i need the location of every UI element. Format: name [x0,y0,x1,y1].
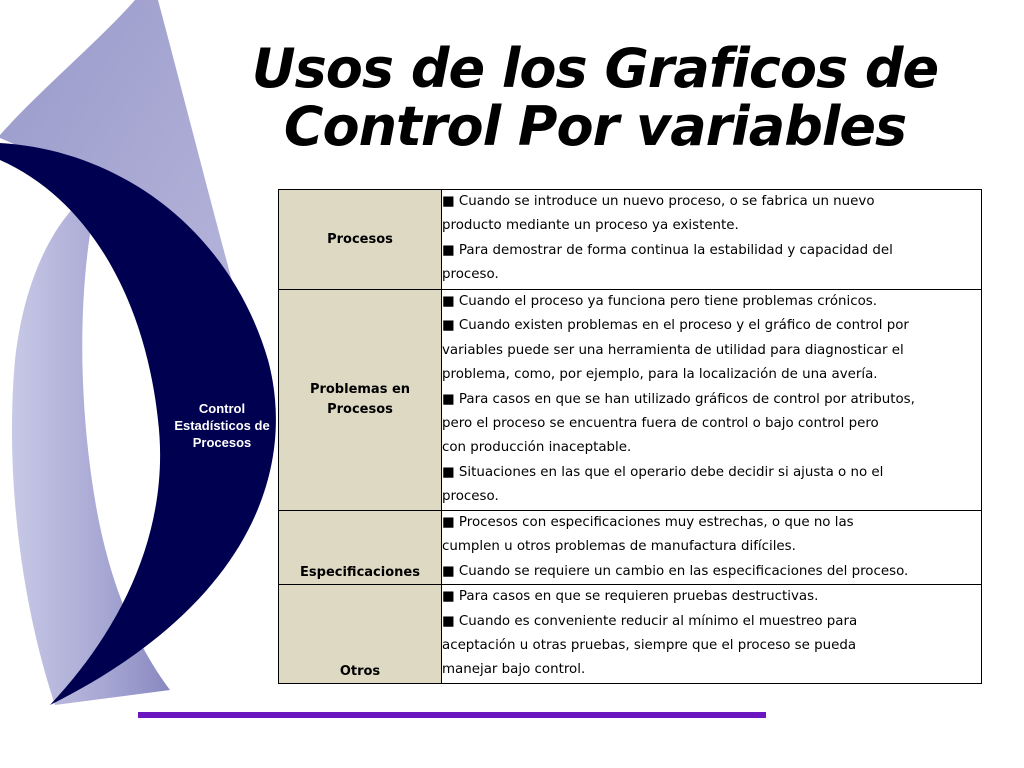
category-cell [279,511,442,585]
description-line: ■ Cuando es conveniente reducir al mínimo el muestreo para [442,613,858,629]
table-row-otros [279,585,982,684]
description-line: producto mediante un proceso ya existente. [442,218,739,234]
side-label-line: Procesos [192,435,252,450]
category-cell [279,585,442,684]
description-cell [442,290,982,511]
category-label: Procesos [327,231,393,247]
description-line: ■ Para casos en que se requieren pruebas destructivas. [442,589,819,605]
description-line: ■ Para casos en que se han utilizado gráficos de control por atributos, [442,391,915,407]
description-line: ■ Situaciones en las que el operario debe decidir si ajusta o no el [442,464,884,480]
description-cell [442,511,982,585]
description-line: ■ Cuando el proceso ya funciona pero tiene problemas crónicos. [442,294,878,309]
category-label: Procesos [327,402,393,417]
description-line: pero el proceso se encuentra fuera de control o bajo control pero [442,416,879,432]
description-line: manejar bajo control. [442,662,586,678]
description-line: variables puede ser una herramienta de utilidad para diagnosticar el [442,342,904,358]
description-line: ■ Para demostrar de forma continua la estabilidad y capacidad del [442,242,893,258]
description-cell [442,190,982,290]
description-line: cumplen u otros problemas de manufactura difíciles. [442,539,796,555]
description-line: proceso. [442,267,499,283]
side-label-line: Control [198,401,246,416]
description-line: proceso. [442,489,499,505]
uses-table [278,189,982,684]
side-label [160,400,284,451]
purple-underline-bar [138,712,766,718]
description-line: ■ Procesos con especificaciones muy estrechas, o que no las [442,515,854,530]
description-line: ■ Cuando existen problemas en el proceso y el gráfico de control por [442,318,909,334]
table-row-especificaciones [279,511,982,585]
description-cell [442,585,982,684]
description-line: ■ Cuando se introduce un nuevo proceso, o se fabrica un nuevo [442,194,875,209]
slide-title [240,37,950,158]
side-label-line: Estadísticos de [174,418,270,433]
title-line: Control Por variables [283,95,907,158]
category-cell [279,290,442,511]
category-cell [279,190,442,290]
table-row-problemas [279,290,982,511]
description-line: problema, como, por ejemplo, para la localización de una avería. [442,367,878,383]
category-label: Otros [339,664,381,680]
table-row-procesos [279,190,982,290]
description-line: ■ Cuando se requiere un cambio en las especificaciones del proceso. [442,563,909,579]
category-label: Especificaciones [300,565,420,581]
category-label: Problemas en [309,382,411,397]
description-line: aceptación u otras pruebas, siempre que el proceso se pueda [442,638,857,654]
description-line: con producción inaceptable. [442,440,632,456]
title-line: Usos de los Graficos de [251,37,939,100]
